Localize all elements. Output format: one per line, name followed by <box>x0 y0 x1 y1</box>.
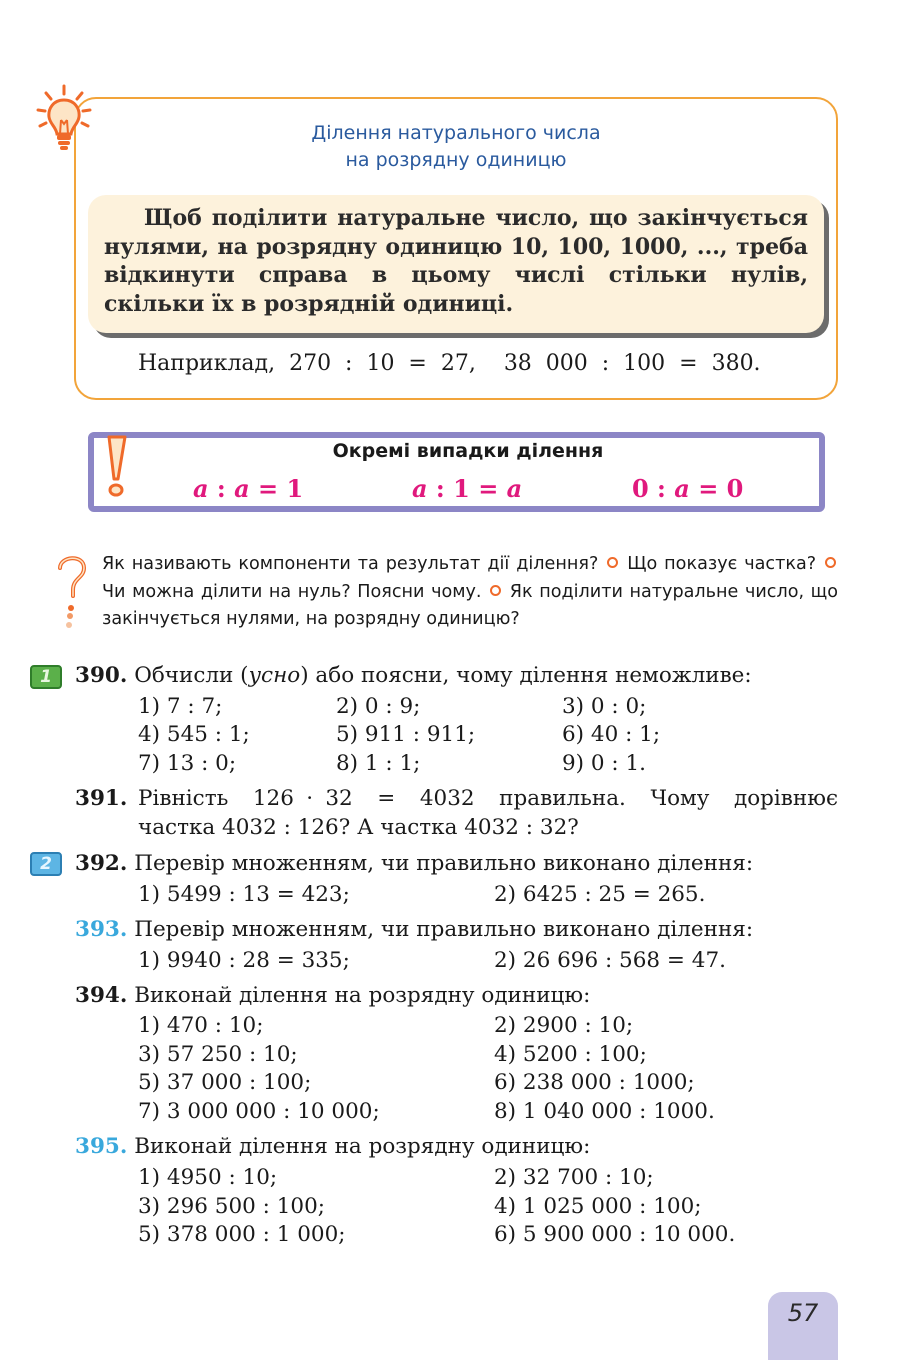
rule-title-line1: Ділення натурального числа <box>311 122 601 144</box>
rule-title <box>74 120 838 174</box>
page-number: 57 <box>787 1299 819 1327</box>
list-item: 1) 4950 : 10; <box>138 1165 278 1190</box>
bullet-circle-icon <box>490 585 501 596</box>
formula-a-div-1: a : 1 = a <box>412 474 523 503</box>
special-cases-title: Окремі випадки ділення <box>332 440 604 462</box>
list-item: 4) 545 : 1; <box>138 722 250 747</box>
list-item: 1) 7 : 7; <box>138 694 223 719</box>
level-2-badge: 2 <box>30 852 62 876</box>
list-item: 5) 37 000 : 100; <box>138 1070 312 1095</box>
question-4: Як поділити натуральне число, що закінчується нулями, на розрядну одиницю? <box>102 581 839 629</box>
exercise-395-header: 395. Виконай ділення на розрядну одиницю: <box>75 1134 591 1159</box>
list-item: 8) 1 040 000 : 1000. <box>494 1099 715 1124</box>
list-item: 4) 1 025 000 : 100; <box>494 1194 702 1219</box>
list-item: 4) 5200 : 100; <box>494 1042 647 1067</box>
exercise-394-header: 394. Виконай ділення на розрядну одиницю: <box>75 983 591 1008</box>
list-item: 9) 0 : 1. <box>562 751 647 776</box>
bullet-circle-icon <box>825 557 836 568</box>
formula-0-div-a: 0 : a = 0 <box>632 474 744 503</box>
exercise-393-header: 393. Перевір множенням, чи правильно виконано ділення: <box>75 917 754 942</box>
list-item: 7) 3 000 000 : 10 000; <box>138 1099 380 1124</box>
question-mark-icon <box>52 550 92 632</box>
rule-title-line2: на розрядну одиницю <box>345 149 567 171</box>
list-item: 6) 40 : 1; <box>562 722 661 747</box>
exercise-392-header: 392. Перевір множенням, чи правильно виконано ділення: <box>75 851 754 876</box>
list-item: 3) 57 250 : 10; <box>138 1042 298 1067</box>
bullet-circle-icon <box>607 557 618 568</box>
list-item: 2) 6425 : 25 = 265. <box>494 882 706 907</box>
question-1: Як називають компоненти та результат дії ділення? <box>102 554 599 574</box>
list-item: 6) 238 000 : 1000; <box>494 1070 695 1095</box>
level-1-badge: 1 <box>30 665 62 689</box>
list-item: 1) 5499 : 13 = 423; <box>138 882 350 907</box>
exercise-390-header: 390. Обчисли (усно) або поясни, чому ділення неможливе: <box>75 663 752 688</box>
review-questions <box>102 551 838 634</box>
list-item: 6) 5 900 000 : 10 000. <box>494 1222 736 1247</box>
exercise-391-line2: частка 4032 : 126? А частка 4032 : 32? <box>138 815 579 840</box>
list-item: 7) 13 : 0; <box>138 751 237 776</box>
formula-a-div-a: a : a = 1 <box>193 474 304 503</box>
list-item: 2) 2900 : 10; <box>494 1013 634 1038</box>
question-2: Що показує частка? <box>627 554 817 574</box>
rule-statement: Щоб поділити натуральне число, що закінчується нулями, на розрядну одиницю 10, 100, 1000, ..., треба відкинути справа в цьому числі стільки нулів, скільки їх в розрядній одиниці. <box>104 205 808 317</box>
list-item: 1) 470 : 10; <box>138 1013 264 1038</box>
list-item: 3) 296 500 : 100; <box>138 1194 326 1219</box>
rule-statement-panel <box>88 195 824 333</box>
list-item: 8) 1 : 1; <box>336 751 421 776</box>
exercise-391-number: 391. <box>75 786 128 811</box>
list-item: 2) 32 700 : 10; <box>494 1165 654 1190</box>
list-item: 1) 9940 : 28 = 335; <box>138 948 350 973</box>
list-item: 2) 26 696 : 568 = 47. <box>494 948 726 973</box>
rule-example: Наприклад, 270 : 10 = 27, 38 000 : 100 = 380. <box>138 351 761 376</box>
question-3: Чи можна ділити на нуль? Поясни чому. <box>102 581 482 602</box>
list-item: 5) 378 000 : 1 000; <box>138 1222 346 1247</box>
list-item: 2) 0 : 9; <box>336 694 421 719</box>
list-item: 3) 0 : 0; <box>562 694 647 719</box>
list-item: 5) 911 : 911; <box>336 722 476 747</box>
exercise-391-line1: Рівність 126 · 32 = 4032 правильна. Чому дорівнює <box>138 786 838 811</box>
